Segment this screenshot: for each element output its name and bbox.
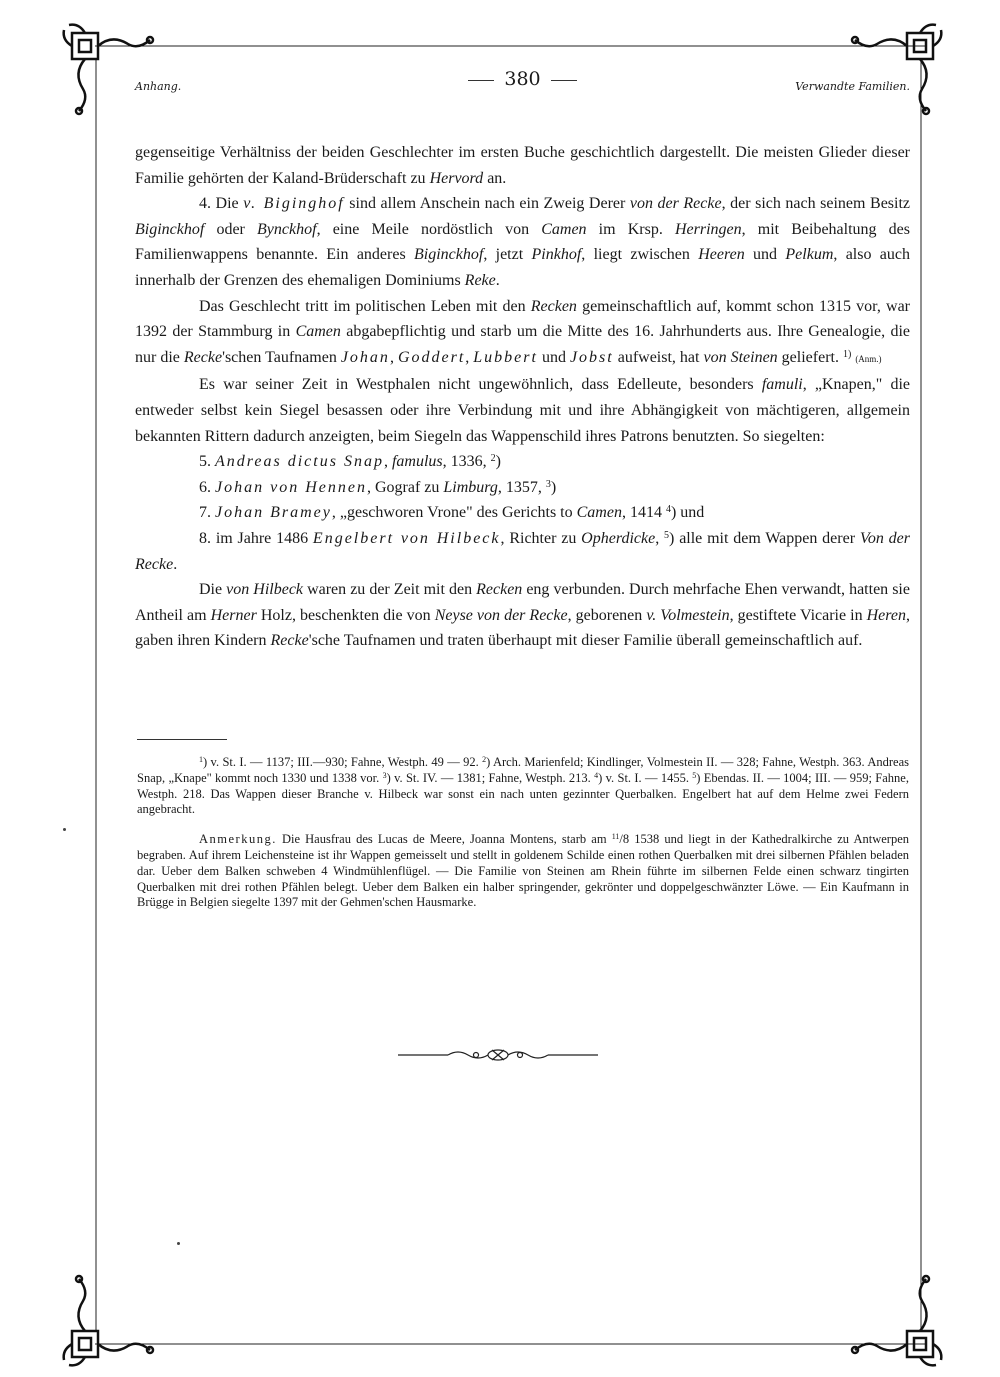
page-number: 380 — [504, 68, 541, 90]
paragraph: Die von Hilbeck waren zu der Zeit mit den Recken eng verbunden. Durch mehrfache Ehen verwandt, hatten sie Antheil am Herner Holz, beschenkten die von Neyse von der Recke, geborenen v. Volmestein, gestiftete Vicarie in Heren, gaben ihren Kindern Recke'sche Taufnamen und traten überhaupt mit dieser Familie überall gemeinschaftlich auf. — [135, 581, 911, 650]
footnote-marker: 3 — [545, 478, 551, 490]
annotation-label: Anmerkung. — [199, 832, 277, 847]
footnote-marker: 4 — [665, 504, 671, 516]
paragraph: gegenseitige Verhältniss der beiden Geschlechter im ersten Buche geschichtlich dargestellt. Die meisten Glieder dieser Familie gehörten der Kaland-Brüderschaft zu Hervord an. — [135, 144, 910, 187]
footnote-marker: 1) — [842, 348, 852, 360]
paragraph: Das Geschlecht tritt im politischen Leben mit den Recken gemeinschaftlich auf, kommt schon 1315 vor, war 1392 der Stammburg in Camen abgabepflichtig und starb um die Mitte des 16. Jahrhunderts aus. Ihre Genealogie, die nur die Recke'schen Taufnamen Johan, Goddert, Lubbert und Jobst aufweist, hat von Steinen geliefert. $^{1)}$ (Anm.) — [135, 297, 910, 366]
corner-ornament-bottom-left — [64, 1276, 153, 1365]
running-header — [135, 68, 910, 96]
dash-divider — [551, 80, 577, 81]
page-number-line — [135, 68, 910, 90]
annotation-block: Anmerkung. Die Hausfrau des Lucas de Meere, Joanna Montens, starb am $^{11}$/8 1538 und liegt in der Kathedralkirche zu Antwerpen begraben. Auf ihrem Leichensteine ist ihr Wappen gemeisselt und stellt in goldenem Schilde einen rothen Querbalken mit drei silbernen Pfählen beladen dar. Ueber dem Balken schweben 4 Windmühlenflügel. — Die Familie von Steinen am Rhein führte im silbernen Felde einen schwarz tingirten Querbalken mit drei rothen Pfählen belegt. Ueber dem Balken ein halber springender, gekrönter und doppelgeschwänzter Löwe. — Ein Kaufmann in Brügge in Belgien siegelte 1397 mit der Gehmen'schen Hausmarke. — [137, 832, 909, 910]
footnote-marker: 5 — [664, 529, 670, 541]
list-item: 7. Johan Bramey, „geschworen Vrone" des Gerichts to Camen, 1414 $^4$) und — [199, 504, 705, 522]
corner-ornament-bottom-right — [852, 1276, 941, 1365]
paper-speck — [63, 828, 66, 831]
footnote-marker: 2 — [490, 453, 496, 465]
list-item: 8. im Jahre 1486 Engelbert von Hilbeck, Richter zu Opherdicke, $^5$) alle mit dem Wappen derer Von der Recke. — [135, 529, 911, 573]
main-text — [135, 140, 910, 654]
footnotes — [137, 755, 909, 911]
footnote-separator — [137, 739, 227, 740]
annotation-marker: (Anm.) — [855, 353, 882, 364]
header-section-left: Anhang. — [135, 80, 182, 93]
paragraph: 4. Die v. Biginghof sind allem Anschein nach ein Zweig Derer von der Recke, der sich nach seinem Besitz Biginckhof oder Bynckhof, eine Meile nordöstlich von Camen im Krsp. Herringen, mit Beibehaltung des Familienwappens benannte. Ein anderes Biginckhof, jetzt Pinkhof, liegt zwischen Heeren und Pelkum, also auch innerhalb der Grenzen des ehemaligen Dominiums Reke. — [135, 195, 911, 289]
footnote-block: $^1$) v. St. I. — 1137; III.—930; Fahne, Westph. 49 — 92. $^2$) Arch. Marienfeld; Kindlinger, Volmestein II. — 328; Fahne, Westph. 363. Andreas Snap, „Knape" kommt noch 1330 und 1338 vor. $^3$) v. St. IV. — 1381; Fahne, Westph. 213. $^4$) v. St. I. — 1455. $^5$) Ebendas. II. — 1004; III. — 959; Fahne, Westph. 218. Das Wappen dieser Branche v. Hilbeck war sonst ein nach unten gezinnter Querbalken. Engelbert hat auf dem Helme zwei Federn angebracht. — [137, 755, 909, 817]
list-item: 6. Johan von Hennen, Gograf zu Limburg, 1357, $^3$) — [199, 478, 557, 496]
paragraph: Es war seiner Zeit in Westphalen nicht ungewöhnlich, dass Edelleute, besonders famuli, „Knapen," die entweder selbst kein Siegel besassen oder ihre Verbindung mit und ihre Abhängigkeit von mächtigeren, allgemein bekannten Rittern dadurch anzeigten, beim Siegeln das Wappenschild ihres Patrons benutzten. So siegelten: — [135, 376, 910, 445]
list-item: 5. Andreas dictus Snap, famulus, 1336, $^2$) — [199, 453, 501, 471]
header-section-right: Verwandte Familien. — [795, 80, 910, 93]
dash-divider — [468, 80, 494, 81]
end-ornament-icon — [398, 1045, 598, 1065]
paper-speck — [177, 1242, 180, 1245]
